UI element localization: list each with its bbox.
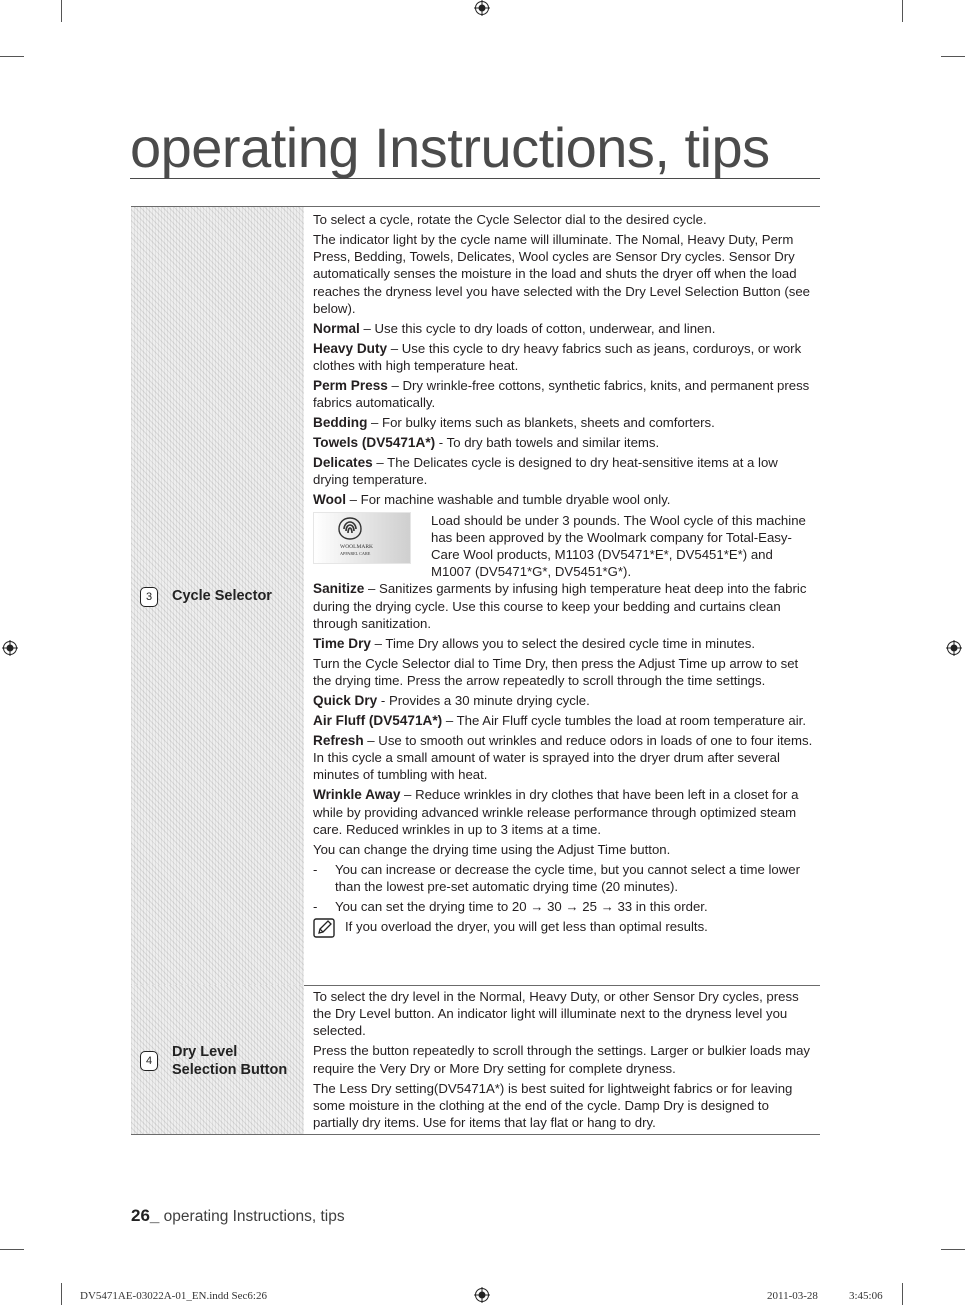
cycle-item-sanitize (313, 580, 813, 632)
separator: – (442, 713, 457, 729)
paragraph: To select a cycle, rotate the Cycle Selector dial to the desired cycle. (313, 212, 707, 227)
dash-item-text: You can increase or decrease the cycle time, but you cannot select a time lower than the lowest pre-set automatic drying time (20 minutes). (335, 861, 800, 895)
section-content (313, 988, 813, 1131)
separator: – (345, 492, 361, 508)
woolmark-note (313, 512, 813, 581)
cycle-item-wool (313, 491, 813, 508)
footer-section-title: operating Instructions, tips (159, 1208, 345, 1225)
section-label-line: Dry Level (172, 1044, 238, 1060)
crop-mark (941, 1249, 965, 1250)
woolmark-logo-subtext: APPAREL CARE (340, 550, 371, 556)
crop-mark (0, 56, 24, 57)
cycle-name: Refresh (313, 733, 364, 749)
cycle-description: Time Dry allows you to select the desired cycle time in minutes. (385, 635, 756, 651)
section-content (313, 211, 813, 938)
section-label (140, 587, 272, 607)
registration-mark-icon (474, 1287, 490, 1303)
separator: – (363, 733, 379, 749)
slug-time: 3:45:06 (849, 1290, 883, 1302)
cycle-name: Perm Press (313, 378, 388, 394)
cycle-item-heavy-duty (313, 340, 813, 374)
cycle-name: Wool (313, 492, 346, 508)
note (313, 918, 813, 938)
cycle-name: Bedding (313, 415, 368, 431)
cycle-name: Heavy Duty (313, 340, 388, 356)
cycle-item-normal (313, 320, 813, 337)
separator: - (435, 435, 447, 451)
cycle-name: Air Fluff (DV5471A*) (313, 713, 443, 729)
registration-mark-icon (2, 640, 18, 656)
crop-mark (61, 0, 62, 22)
separator: – (367, 415, 383, 431)
separator: – (400, 787, 416, 803)
separator: – (387, 340, 402, 356)
cycle-description: Use this cycle to dry heavy fabrics such as jeans, corduroys, or work clothes with high temperature heat. (313, 340, 802, 374)
cycle-item-wrinkle-away (313, 786, 813, 838)
note-pencil-icon (313, 918, 335, 938)
cycle-description: The Delicates cycle is designed to dry heat-sensitive items at a low drying temperature. (313, 455, 778, 488)
crop-mark (61, 1283, 62, 1305)
cycle-item-delicates (313, 454, 813, 488)
cycle-description: The Air Fluff cycle tumbles the load at room temperature air. (456, 713, 806, 729)
dash-item-text: You can set the drying time to 20 → 30 → 25 → 33 in this order. (335, 899, 708, 915)
cycle-description: Reduce wrinkles in dry clothes that have been left in a closet for a while by providing advanced wrinkle release performance through optimized steam care. Reduced wrinkles in up to 3 items at a time. (313, 787, 799, 837)
cycle-description: Use to smooth out wrinkles and reduce odors in loads of one to four items. In this cycle a small amount of water is sprayed into the dryer drum after several minutes of tumbling with heat. (313, 733, 813, 783)
cycle-item-perm-press (313, 377, 813, 411)
paragraph: The Less Dry setting(DV5471A*) is best suited for lightweight fabrics or for leaving some moisture in the clothing at the end of the cycle. Damp Dry is designed to partially dry items. Use for items that lay flat or hang to dry. (313, 1080, 793, 1131)
separator: – (370, 635, 386, 651)
cycle-description: For bulky items such as blankets, sheets and comforters. (382, 415, 715, 431)
crop-mark (0, 1249, 24, 1250)
separator: – (364, 581, 380, 597)
dash-item (313, 898, 813, 915)
section-dry-level (131, 985, 820, 1135)
cycle-description: Dry wrinkle-free cottons, synthetic fabrics, knits, and permanent press fabrics automatically. (313, 378, 810, 411)
paragraph: You can change the drying time using the Adjust Time button. (313, 841, 671, 857)
cycle-item-time-dry (313, 635, 813, 652)
section-label-text (172, 1043, 287, 1079)
cycle-description: Use this cycle to dry loads of cotton, underwear, and linen. (374, 320, 716, 336)
slug-file: DV5471AE-03022A-01_EN.indd Sec6:26 (80, 1290, 267, 1302)
note-text: If you overload the dryer, you will get less than optimal results. (345, 919, 708, 935)
paragraph: To select the dry level in the Normal, Heavy Duty, or other Sensor Dry cycles, press the Dry Level button. An indicator light will illuminate next to the dryness level you selected. (313, 989, 799, 1039)
registration-mark-icon (474, 0, 490, 16)
section-number-badge: 4 (140, 1051, 158, 1071)
page-number: 26_ (131, 1206, 160, 1225)
page-title: operating Instructions, tips (130, 118, 820, 179)
section-label-column (131, 985, 304, 1134)
cycle-item-refresh (313, 732, 813, 784)
section-label-text: Cycle Selector (172, 588, 272, 604)
crop-mark (902, 0, 903, 22)
slug-date: 2011-03-28 (767, 1290, 818, 1302)
cycle-description: Provides a 30 minute drying cycle. (388, 693, 590, 709)
section-label (140, 1043, 287, 1079)
paragraph: The indicator light by the cycle name will illuminate. The Nomal, Heavy Duty, Perm Press, Bedding, Towels, Delicates, Wool cycles are Sensor Dry cycles. Sensor Dry automatically senses the moisture in the load and shuts the dryer off when the load reaches the dryness level you have selected with the Dry Level Selection Button (see below). (313, 232, 811, 316)
dash-bullet: - (313, 861, 318, 877)
dash-item (313, 861, 813, 895)
dash-bullet: - (313, 899, 318, 915)
section-label-column (131, 207, 304, 985)
paragraph: Turn the Cycle Selector dial to Time Dry, then press the Adjust Time up arrow to set the drying time. Press the arrow repeatedly to scroll through the time settings. (313, 655, 799, 689)
cycle-name: Quick Dry (313, 693, 378, 709)
cycle-description: To dry bath towels and similar items. (446, 435, 660, 451)
paragraph: Press the button repeatedly to scroll through the settings. Larger or bulkier loads may require the Very Dry or More Dry setting for complete dryness. (313, 1043, 810, 1076)
cycle-description: For machine washable and tumble dryable wool only. (360, 492, 671, 508)
crop-mark (902, 1283, 903, 1305)
cycle-name: Sanitize (313, 581, 365, 597)
separator: – (387, 378, 403, 394)
cycle-name: Delicates (313, 455, 373, 471)
cycle-name: Time Dry (313, 635, 371, 651)
cycle-item-bedding (313, 414, 813, 431)
woolmark-logo-icon (313, 512, 411, 564)
cycle-description: Sanitizes garments by infusing high temperature heat deep into the fabric during the drying cycle. Use this course to keep your bedding and curtains clean through sanitization. (313, 581, 807, 631)
registration-mark-icon (946, 640, 962, 656)
woolmark-logo-text: WOOLMARK (340, 543, 373, 550)
crop-mark (941, 56, 965, 57)
wool-note-text: Load should be under 3 pounds. The Wool cycle of this machine has been approved by the Woolmark company for Total-Easy-Care Wool products, M1103 (DV5471*E*, DV5451*E*) and M1007 (DV5471*G*, DV5451*G*). (431, 512, 806, 580)
cycle-name: Normal (313, 320, 360, 336)
separator: – (372, 455, 388, 471)
cycle-item-towels (313, 434, 813, 451)
section-label-line: Selection Button (172, 1062, 288, 1078)
separator: - (377, 693, 389, 709)
cycle-name: Towels (DV5471A*) (313, 435, 436, 451)
section-cycle-selector (131, 206, 820, 986)
section-number-badge: 3 (140, 587, 158, 607)
cycle-item-air-fluff (313, 712, 813, 729)
separator: – (359, 320, 375, 336)
page-footer (131, 1206, 345, 1226)
cycle-name: Wrinkle Away (313, 787, 401, 803)
cycle-item-quick-dry (313, 692, 813, 709)
